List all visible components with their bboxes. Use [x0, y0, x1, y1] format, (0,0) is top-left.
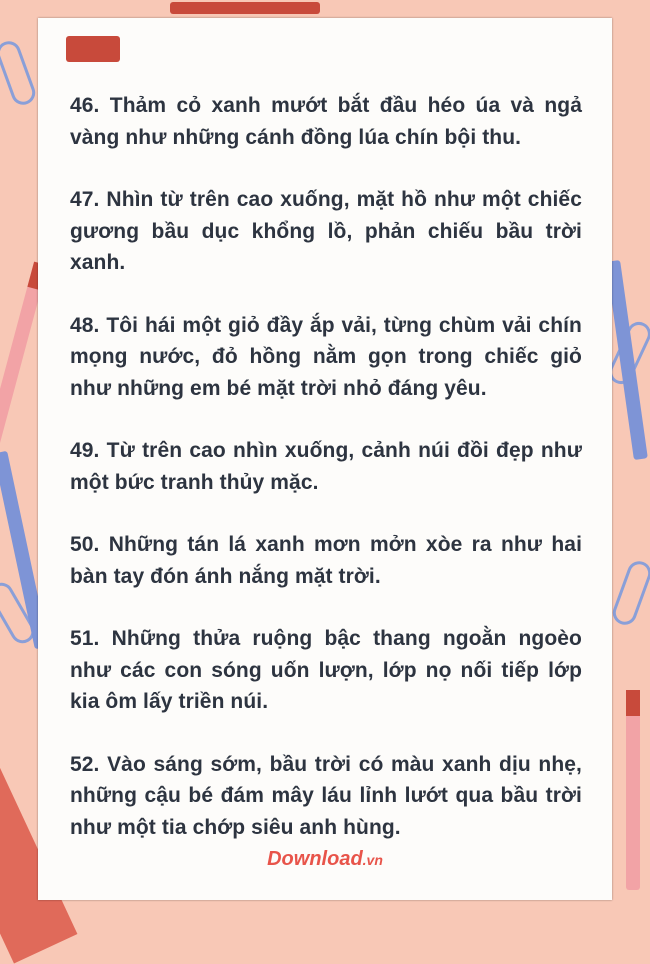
paragraph-49: 49. Từ trên cao nhìn xuống, cảnh núi đồi đẹp như một bức tranh thủy mặc.	[70, 439, 582, 494]
paragraph-47: 47. Nhìn từ trên cao xuống, mặt hồ như một chiếc gương bầu dục khổng lồ, phản chiếu bầu trời xanh.	[70, 188, 582, 274]
paragraph-48: 48. Tôi hái một giỏ đầy ắp vải, từng chùm vải chín mọng nước, đỏ hồng nằm gọn trong chiếc giỏ như những em bé mặt trời nhỏ đáng yêu.	[70, 313, 582, 400]
document-page	[38, 18, 612, 900]
paragraph-50: 50. Những tán lá xanh mơn mởn xòe ra như hai bàn tay đón ánh nắng mặt trời.	[70, 533, 582, 588]
binder-clip-icon	[66, 36, 120, 62]
logo-main: Download	[267, 848, 363, 870]
pencil-icon	[626, 690, 640, 890]
paragraph-51: 51. Những thửa ruộng bậc thang ngoằn ngoèo như các con sóng uốn lượn, lớp nọ nối tiếp lớp kia ôm lấy triền núi.	[70, 627, 582, 713]
content	[70, 90, 582, 874]
paragraph-52: 52. Vào sáng sớm, bầu trời có màu xanh dịu nhẹ, những cậu bé đám mây láu lỉnh lướt qua bầu trời như một tia chớp siêu anh hùng.	[70, 752, 582, 839]
pencil-icon	[170, 2, 320, 14]
logo-suffix: .vn	[362, 852, 383, 868]
paperclip-icon	[609, 558, 650, 628]
paragraph-46: 46. Thảm cỏ xanh mướt bắt đầu héo úa và ngả vàng như những cánh đồng lúa chín bội thu.	[70, 94, 582, 149]
download-logo	[38, 848, 612, 871]
paperclip-icon	[0, 38, 39, 108]
